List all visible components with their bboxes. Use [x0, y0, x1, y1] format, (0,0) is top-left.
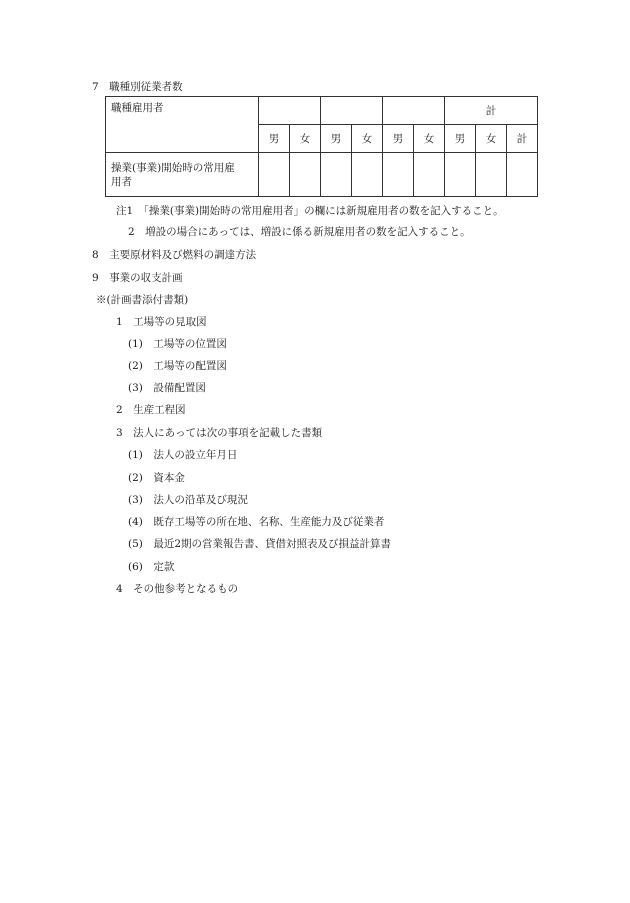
sub-header-female-total: 女 — [476, 125, 507, 153]
note-1: 注1 「操業(事業)開始時の常用雇用者」の欄には新規雇用者の数を記入すること。 — [116, 205, 504, 217]
row-label-regular-employees: 操業(事業)開始時の常用雇 用者 — [106, 153, 259, 197]
data-cell[interactable] — [507, 153, 538, 197]
data-cell[interactable] — [321, 153, 352, 197]
data-cell[interactable] — [259, 153, 290, 197]
sub-header-male-2: 男 — [321, 125, 352, 153]
attachments-title: ※(計画書添付書類) — [96, 294, 189, 306]
note-2: 2 増設の場合にあっては、増設に係る新規雇用者の数を記入すること。 — [128, 226, 471, 238]
total-header: 計 — [445, 97, 538, 125]
group-header-1 — [259, 97, 321, 125]
employee-count-table — [105, 96, 538, 197]
attachment-item-2: 2 生産工程図 — [116, 404, 186, 416]
sub-header-grand-total: 計 — [507, 125, 538, 153]
attachment-item-1-sub-3: (3) 設備配置図 — [128, 382, 206, 394]
group-header-3 — [383, 97, 445, 125]
section-7-title: 7 職種別従業者数 — [92, 81, 183, 93]
attachment-item-3-sub-6: (6) 定款 — [128, 561, 175, 573]
sub-header-female-2: 女 — [352, 125, 383, 153]
attachment-item-3: 3 法人にあっては次の事項を記載した書類 — [116, 427, 323, 439]
attachment-item-3-sub-4: (4) 既存工場等の所在地、名称、生産能力及び従業者 — [128, 516, 385, 528]
data-cell[interactable] — [445, 153, 476, 197]
section-8-title: 8 主要原材料及び燃料の調達方法 — [92, 249, 257, 261]
attachment-item-3-sub-3: (3) 法人の沿革及び現況 — [128, 494, 248, 506]
attachment-item-3-sub-1: (1) 法人の設立年月日 — [128, 449, 238, 461]
attachment-item-1-sub-2: (2) 工場等の配置図 — [128, 360, 227, 372]
data-cell[interactable] — [352, 153, 383, 197]
attachment-item-1-sub-1: (1) 工場等の位置図 — [128, 338, 227, 350]
section-9-title: 9 事業の収支計画 — [92, 272, 183, 284]
sub-header-male-3: 男 — [383, 125, 414, 153]
data-cell[interactable] — [476, 153, 507, 197]
sub-header-male-total: 男 — [445, 125, 476, 153]
attachment-item-4: 4 その他参考となるもの — [116, 583, 239, 595]
header-label-cell: 職種雇用者 — [106, 97, 259, 153]
sub-header-female-1: 女 — [290, 125, 321, 153]
sub-header-male-1: 男 — [259, 125, 290, 153]
attachment-item-3-sub-2: (2) 資本金 — [128, 472, 185, 484]
data-cell[interactable] — [414, 153, 445, 197]
attachment-item-1: 1 工場等の見取図 — [116, 316, 207, 328]
sub-header-female-3: 女 — [414, 125, 445, 153]
data-cell[interactable] — [383, 153, 414, 197]
group-header-2 — [321, 97, 383, 125]
attachment-item-3-sub-5: (5) 最近2期の営業報告書、貸借対照表及び損益計算書 — [128, 538, 392, 550]
data-cell[interactable] — [290, 153, 321, 197]
